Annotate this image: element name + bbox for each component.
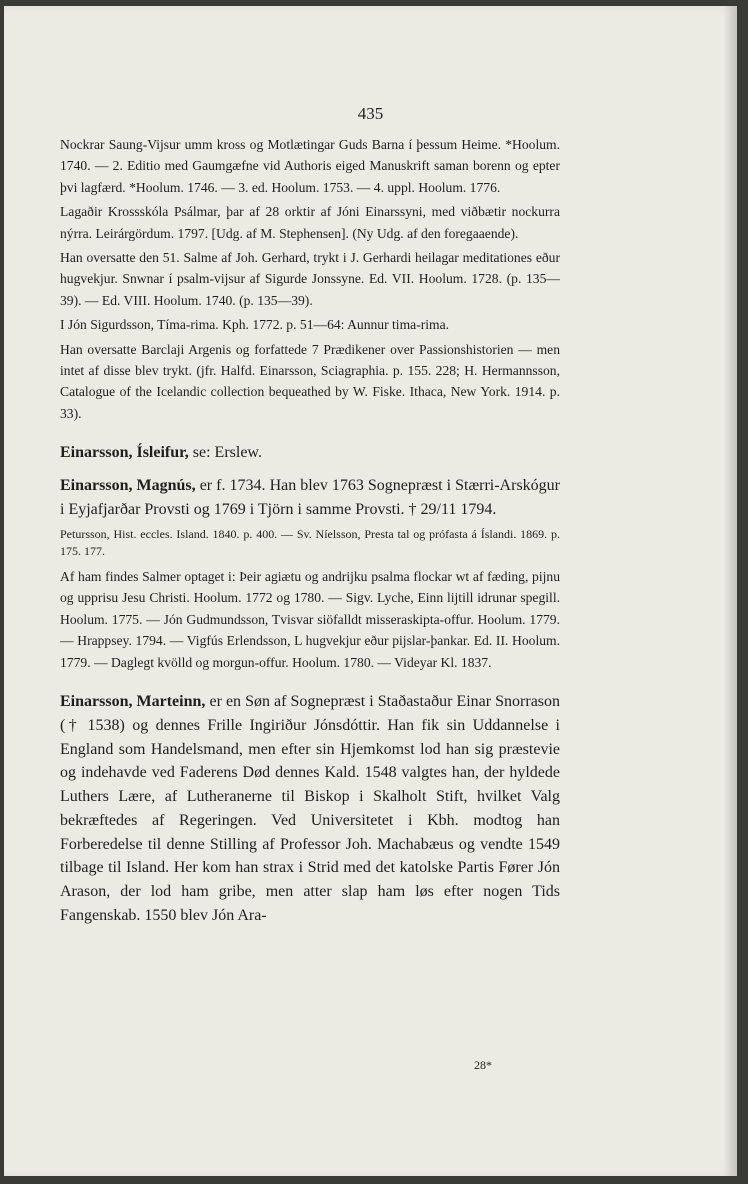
entry-text: er en Søn af Sognepræst i Staðastaður Einar Snorrason († 1538) og dennes Frille Ingiriður Jónsdóttir. Han fik sin Uddannelse i England som Handelsmand, men efter sin Hjemkomst lod han sig præstevie og indehavde ved Faderens Død dennes Kald. 1548 valgtes han, der hyldede Luthers Lære, af Lutheranerne til Biskop i Skalholt Stift, hvilket Valg bekræftedes af Regeringen. Ved Universitetet i Kbh. modtog han Forberedelse til denne Stilling af Professor Joh. Machabæus og vendte 1549 tilbage til Island. Her kom han strax i Strid med det katolske Partis Fører Jón Arason, der lod ham gribe, men atter slap ham løs efter nogen Tids Fangenskab. 1550 blev Jón Ara-	[60, 692, 561, 925]
bibliography-block	[60, 134, 560, 424]
bib-paragraph: Han oversatte den 51. Salme af Joh. Gerhard, trykt i J. Gerhardi heilagar meditationes eður hugvekjur. Snwnar í psalm-vijsur af Sigurde Jonssyne. Ed. VII. Hoolum. 1728. (p. 135—39). — Ed. VIII. Hoolum. 1740. (p. 135—39).	[60, 250, 560, 308]
entry-magnus	[60, 474, 560, 522]
bib-paragraph: Han oversatte Barclaji Argenis og forfattede 7 Prædikener over Passionshistorien — men intet af disse blev trykt. (jfr. Halfd. Einarsson, Sciagraphia. p. 155. 228; H. Hermannsson, Catalogue of the Icelandic collection bequeathed by W. Fiske. Ithaca, New York. 1914. p. 33).	[60, 341, 560, 421]
entry-works	[60, 566, 560, 673]
bib-paragraph: I Jón Sigurdsson, Tíma-rima. Kph. 1772. p. 51—64: Aunnur tima-rima.	[60, 317, 450, 333]
signature-mark: 28*	[474, 1058, 492, 1072]
bib-paragraph: Lagaðir Krossskóla Psálmar, þar af 28 orktir af Jóni Einarssyni, med viðbætir nockurra nýrra. Leirárgördum. 1797. [Udg. af M. Stephensen]. (Ny Udg. af den foregaaende).	[60, 204, 560, 241]
page-edge-shadow	[723, 6, 737, 1176]
entry-reference: Petursson, Hist. eccles. Island. 1840. p. 400. — Sv. Níelsson, Presta tal og prófasta á Íslandi. 1869. p. 175. 177.	[60, 526, 560, 558]
bib-paragraph: Nockrar Saung-Vijsur umm kross og Motlætingar Guds Barna í þessum Heime. *Hoolum. 1740. — 2. Editio med Gaumgæfne vid Authoris eiged Manuskrift saman borenn og epter þvi lagfærd. *Hoolum. 1746. — 3. ed. Hoolum. 1753. — 4. uppl. Hoolum. 1776.	[60, 137, 560, 195]
entry-isleifur	[60, 440, 560, 466]
works-paragraph: Af ham findes Salmer optaget i: Þeir agiætu og andrijku psalma flockar wt af fæding, pijnu og upprisu Jesu Christi. Hoolum. 1772 og 1780. — Sigv. Lyche, Einn lijtill idrunar spegill. Hoolum. 1775. — Jón Gudmundsson, Tvisvar siöfalldt misseraskipta-offur. Hoolum. 1779. — Hrappsey. 1794. — Vigfús Erlendsson, L hugvekjur eður pijslar-þankar. Ed. II. Hoolum. 1779. — Daglegt kvölld og morgun-offur. Hoolum. 1780. — Videyar Kl. 1837.	[60, 568, 560, 670]
book-page	[4, 6, 737, 1176]
entry-name: Einarsson, Ísleifur,	[60, 444, 189, 462]
entry-name: Einarsson, Magnús,	[60, 477, 196, 495]
entry-marteinn	[60, 690, 560, 928]
entry-text: er f. 1734. Han blev 1763 Sognepræst i Stærri-Arskógur i Eyjafjarðar Provsti og 1769 i Tjörn i samme Provsti. † 29/11 1794.	[60, 477, 560, 519]
entry-crossref: se: Erslew.	[192, 444, 262, 462]
page-content	[60, 134, 560, 928]
entry-name: Einarsson, Marteinn,	[60, 692, 206, 710]
page-number: 435	[357, 104, 384, 123]
